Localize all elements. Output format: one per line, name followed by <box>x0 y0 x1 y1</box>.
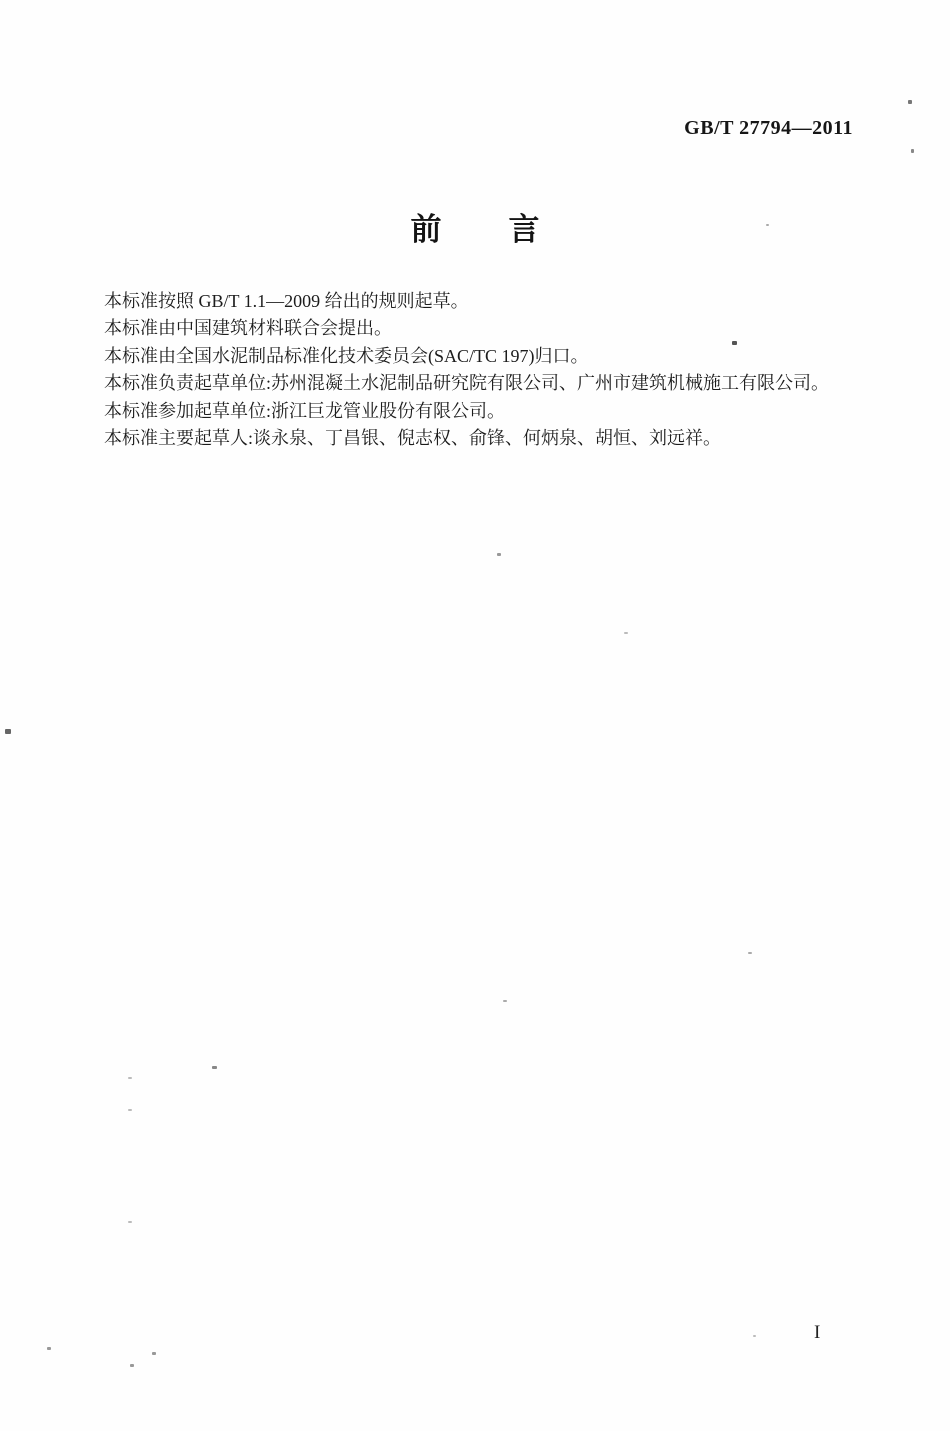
foreword-paragraph-centralized-by: 本标准由全国水泥制品标准化技术委员会(SAC/TC 197)归口。 <box>104 345 589 366</box>
title-char-qian: 前 <box>410 212 442 247</box>
standard-code: GB/T 27794—2011 <box>684 117 853 139</box>
scan-speck <box>753 1335 756 1337</box>
scan-speck <box>503 1000 507 1002</box>
foreword-paragraph-responsible-units: 本标准负责起草单位:苏州混凝土水泥制品研究院有限公司、广州市建筑机械施工有限公司。 <box>104 373 829 394</box>
scan-speck <box>152 1352 156 1355</box>
foreword-paragraph-main-drafters: 本标准主要起草人:谈永泉、丁昌银、倪志权、俞锋、何炳泉、胡恒、刘远祥。 <box>104 428 721 449</box>
scan-speck <box>911 149 914 153</box>
scan-speck <box>624 632 628 634</box>
scan-speck <box>212 1066 217 1069</box>
scan-speck <box>128 1077 132 1079</box>
foreword-paragraph-proposed-by: 本标准由中国建筑材料联合会提出。 <box>104 318 392 339</box>
foreword-body <box>104 288 854 452</box>
page-number: I <box>814 1322 821 1343</box>
scan-speck <box>130 1364 134 1367</box>
foreword-paragraph-participating-units: 本标准参加起草单位:浙江巨龙管业股份有限公司。 <box>104 400 505 421</box>
scan-speck <box>47 1347 51 1350</box>
page-title <box>0 204 950 249</box>
foreword-paragraph-drafting-rules: 本标准按照 GB/T 1.1—2009 给出的规则起草。 <box>104 291 469 311</box>
scan-speck <box>908 100 912 104</box>
scan-speck <box>497 553 501 556</box>
scan-speck <box>748 952 752 954</box>
scan-speck <box>128 1109 132 1111</box>
title-char-yan: 言 <box>508 212 540 247</box>
scan-speck <box>5 729 11 734</box>
scan-speck <box>128 1221 132 1223</box>
